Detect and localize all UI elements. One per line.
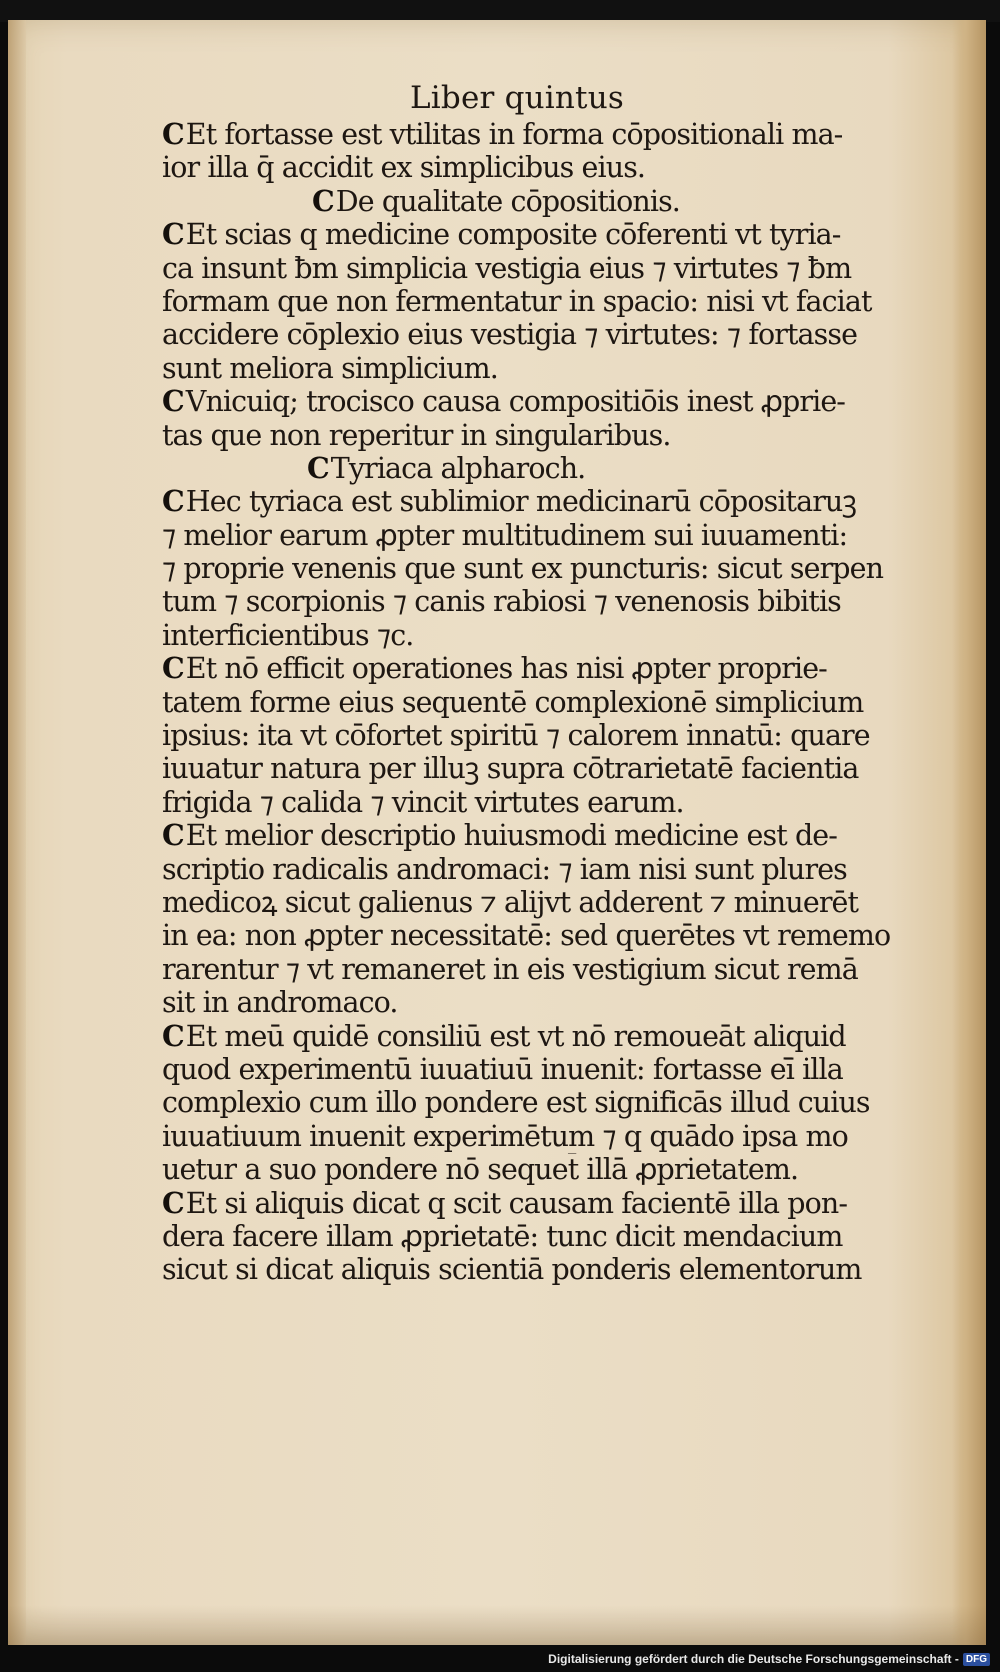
line-text: dera facere illam ꝓprietatē: tunc dicit mendacium [162,1219,843,1253]
text-line [162,185,907,218]
text-line [162,786,907,819]
scan-top-border [0,0,1000,22]
paragraph-mark-icon: C [162,1186,184,1220]
text-line [162,118,907,151]
line-text: ior illa q̄ accidit ex simplicibus eius. [162,151,646,185]
line-text: Tyriaca alpharoch. [330,451,586,485]
text-line [162,452,907,485]
running-head: Liber quintus [410,80,624,116]
text-line [162,1086,907,1119]
text-line [162,352,907,385]
line-text: quod experimentū iuuatiuū inuenit: fortasse eī̄ illa [162,1052,843,1086]
paragraph-mark-icon: C [162,652,184,686]
text-line [162,886,907,919]
line-text: De qualitate cōpositionis. [335,184,680,218]
text-block [162,118,907,1287]
line-text: tum ⁊ scorpionis ⁊ canis rabiosi ⁊ venenosis bibitis [162,585,841,619]
line-text: sicut si dicat aliquis scientiā ponderis elementorum [162,1253,862,1287]
line-text: iuuatur natura per illuꝫ supra cōtrarietatē facientia [162,752,859,786]
text-line [162,1153,907,1186]
text-line [162,519,907,552]
text-line [162,585,907,618]
paragraph-mark-icon: C [162,485,184,519]
text-line [162,919,907,952]
paragraph-mark-icon: C [162,118,184,151]
text-line [162,719,907,752]
line-text: Et meū quidē consiliū est vt nō remoueāt aliquid [185,1019,846,1053]
text-line [162,252,907,285]
page-bottom-shadow [8,1605,986,1645]
paragraph-mark-icon: C [162,218,184,252]
line-text: ⁊ proprie venenis que sunt ex puncturis: sicut serpen [162,552,884,586]
line-text: ipsius: ita vt cōfortet spiritū ⁊ calorem innatū: quare [162,719,870,753]
line-text: sit in andromaco. [162,986,398,1020]
text-line [162,552,907,585]
line-text: complexio cum illo pondere est significās illud cuius [162,1086,870,1120]
text-line [162,1253,907,1286]
text-line [162,285,907,318]
line-text: Et fortasse est vtilitas in forma cōpositionali ma- [185,118,843,151]
line-text: medicoꝝ sicut galienus ⁊ alijvt adderent ⁊ minuerēt [162,885,859,919]
line-text: uetur a suo pondere nō sequet̄ illā ꝓprietatem. [162,1153,799,1187]
text-line [162,318,907,351]
line-text: interficientibus ⁊c. [162,618,414,652]
digitization-credit [548,1649,990,1669]
line-text: ca insunt ƀm simplicia vestigia eius ⁊ virtutes ⁊ ƀm [162,251,852,285]
line-text: tas que non reperitur in singularibus. [162,418,671,452]
text-line [162,1020,907,1053]
text-line [162,953,907,986]
text-line [162,419,907,452]
line-text: Et scias q medicine composite cōferenti vt tyria- [185,218,841,252]
text-line [162,1120,907,1153]
text-line [162,652,907,685]
text-line [162,819,907,852]
paragraph-mark-icon: C [162,385,184,419]
line-text: Vnicuiq; trocisco causa compositiōis inest ꝓprie- [185,385,846,419]
line-text: iuuatiuum inuenit experimētum ⁊ q quādo ipsa mo [162,1119,848,1153]
paragraph-mark-icon: C [162,1019,184,1053]
credit-text: Digitalisierung gefördert durch die Deutsche Forschungsgemeinschaft - [548,1652,959,1666]
line-text: Et melior descriptio huiusmodi medicine est de- [185,819,838,853]
text-line [162,619,907,652]
text-line [162,853,907,886]
paragraph-mark-icon: C [312,184,334,218]
text-line [162,1053,907,1086]
text-line [162,385,907,418]
line-text: in ea: non ꝓpter necessitatē: sed querētes vt rememo [162,919,891,953]
page-gutter [8,20,26,1645]
dfg-logo: DFG [963,1653,990,1666]
text-line [162,151,907,184]
text-line [162,986,907,1019]
text-line [162,218,907,251]
page-fore-edge [952,20,986,1645]
text-line [162,1220,907,1253]
text-line [162,752,907,785]
line-text: Hec tyriaca est sublimior medicinarū cōpositaruꝫ [185,485,857,519]
text-line [162,485,907,518]
text-line [162,686,907,719]
paragraph-mark-icon: C [307,451,329,485]
line-text: scriptio radicalis andromaci: ⁊ iam nisi sunt plures [162,852,847,886]
line-text: sunt meliora simplicium. [162,351,498,385]
line-text: rarentur ⁊ vt remaneret in eis vestigium sicut remā [162,952,858,986]
line-text: Et si aliquis dicat q scit causam facientē illa pon- [185,1186,848,1220]
line-text: accidere cōplexio eius vestigia ⁊ virtutes: ⁊ fortasse [162,318,858,352]
line-text: ⁊ melior earum ꝓpter multitudinem sui iuuamenti: [162,518,848,552]
line-text: formam que non fermentatur in spacio: nisi vt faciat [162,284,872,318]
line-text: tatem forme eius sequentē complexionē simplicium [162,685,864,719]
text-line [162,1187,907,1220]
paragraph-mark-icon: C [162,819,184,853]
line-text: Et nō efficit operationes has nisi ꝓpter proprie- [185,652,827,686]
line-text: frigida ⁊ calida ⁊ vincit virtutes earum. [162,785,684,819]
